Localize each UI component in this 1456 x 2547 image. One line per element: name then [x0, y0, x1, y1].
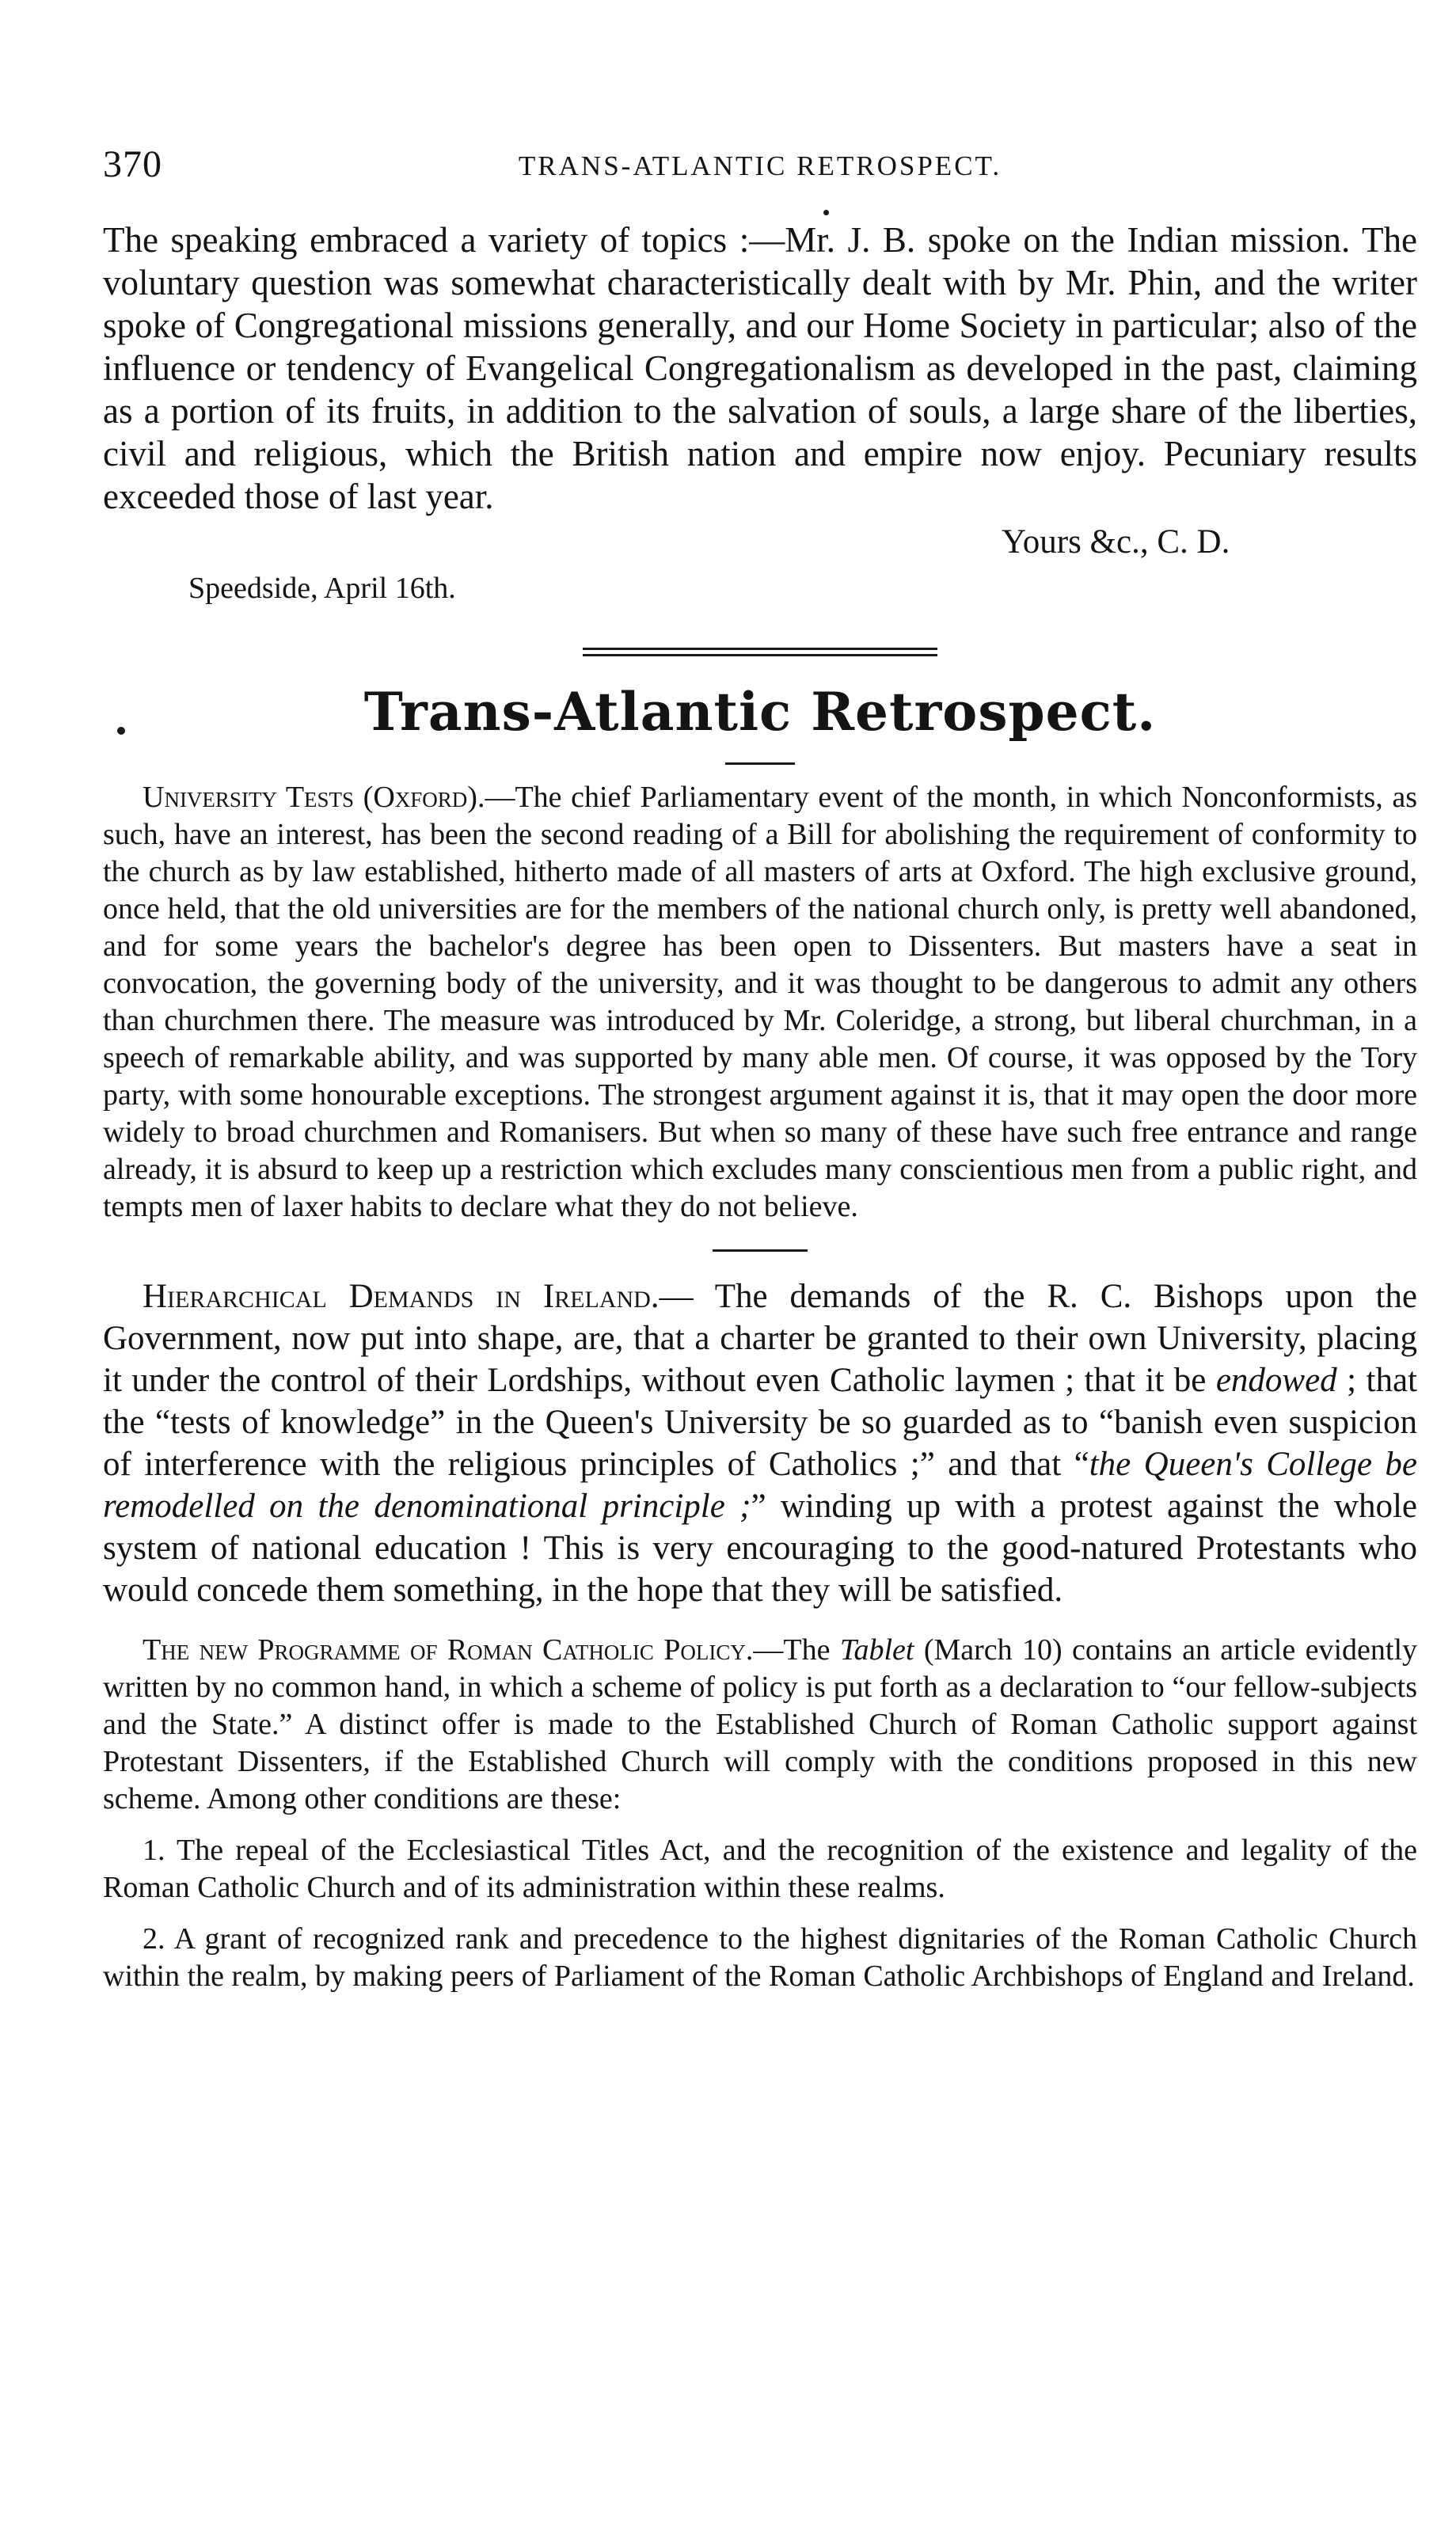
university-tests-text: —The chief Parliamentary event of the month, in which Nonconformists, as such, have an interest, has been the second reading of a Bill for abolishing the requirement of conformity to the church as by law established, hitherto made of all masters of arts at Oxford. The high exclusive ground, once held, that the old universities are for the members of the national church only, is pretty well abandoned, and for some years the bachelor's degree has been open to Dissenters. But masters have a seat in convocation, the governing body of the university, and it was thought to be dangerous to admit any others than churchmen there. The measure was introduced by Mr. Coleridge, a strong, but liberal churchman, in a speech of remarkable ability, and was supported by many able men. Of course, it was opposed by the Tory party, with some honourable exceptions. The strongest argument against it is, that it may open the door more widely to broad churchmen and Romanisers. But when so many of these have such free entrance and range already, it is absurd to keep up a restriction which excludes many conscientious men from a public right, and tempts men of laxer habits to declare what they do not believe. [103, 781, 1418, 1223]
new-programme-paragraph [103, 1632, 1417, 1818]
letter-paragraph: The speaking embraced a variety of topics :—Mr. J. B. spoke on the Indian mission. The voluntary question was somewhat characteristically dealt with by Mr. Phin, and the writer spoke of Congregational missions generally, and our Home Society in particular; also of the influence or tendency of Evangelical Congregationalism as developed in the past, claiming as a portion of its fruits, in addition to the salvation of souls, a large share of the liberties, civil and religious, which the British nation and empire now enjoy. Pecuniary results exceeded those of last year. [103, 220, 1417, 516]
hierarchical-demands-text-3: ” winding up with a protest against the whole system of national education ! This is very encouraging to the good-natured Protestants who would concede them something, in the hope that they will be satisfied. [103, 1488, 1417, 1609]
new-programme-text-2: (March 10) contains an article evidently written by no common hand, in which a scheme of policy is put forth as a declaration to “our fellow-subjects and the State.” A distinct offer is made to the Established Church of Roman Catholic support against Protestant Dissenters, if the Established Church will comply with the conditions proposed in this new scheme. Among other conditions are these: [103, 1633, 1417, 1815]
hierarchical-demands-paragraph [103, 1275, 1417, 1611]
condition-item: 2. A grant of recognized rank and precedence to the highest dignitaries of the Roman Catholic Church within the realm, by making peers of Parliament of the Roman Catholic Archbishops of England and Ireland. [103, 1922, 1417, 1993]
condition-item: 1. The repeal of the Ecclesiastical Titles Act, and the recognition of the existence and legality of the Roman Catholic Church and of its administration within these realms. [103, 1834, 1417, 1904]
header-dot [823, 210, 829, 215]
margin-dot [117, 727, 125, 735]
endowed-emphasis: endowed [1215, 1362, 1337, 1399]
letter-dateline: Speedside, April 16th. [188, 572, 456, 605]
short-rule-divider [725, 762, 795, 765]
running-title: TRANS-ATLANTIC RETROSPECT. [518, 150, 1002, 181]
new-programme-heading: The new Programme of Roman Catholic Policy. [143, 1633, 754, 1667]
letter-signature: Yours &c., C. D. [1002, 523, 1230, 561]
page-number: 370 [103, 143, 162, 185]
queens-college-emphasis: the Queen's College be remodelled on the denominational principle ; [103, 1446, 1417, 1525]
university-tests-heading: University Tests (Oxford). [143, 781, 485, 814]
hierarchical-demands-text-1: — The demands of the R. C. Bishops upon the Government, now put into shape, are, that a charter be granted to their own University, placing it under the control of their Lordships, without even Catholic laymen ; that it be [103, 1278, 1417, 1399]
section-title: Trans-Atlantic Retrospect. [363, 681, 1157, 743]
running-header [103, 143, 1417, 198]
hierarchical-demands-text-2: ; that the “tests of knowledge” in the Queen's University be so guarded as to “banish even suspicion of interference with the religious principles of Catholics ;” and that “ [103, 1362, 1417, 1483]
section-rule-divider [713, 1249, 808, 1252]
hierarchical-demands-heading: Hierarchical Demands in Ireland. [143, 1278, 660, 1315]
double-rule-divider [583, 648, 937, 656]
tablet-emphasis: Tablet [839, 1633, 914, 1667]
page [103, 143, 1417, 1995]
university-tests-paragraph [103, 779, 1417, 1226]
new-programme-text-1: —The [753, 1633, 840, 1667]
